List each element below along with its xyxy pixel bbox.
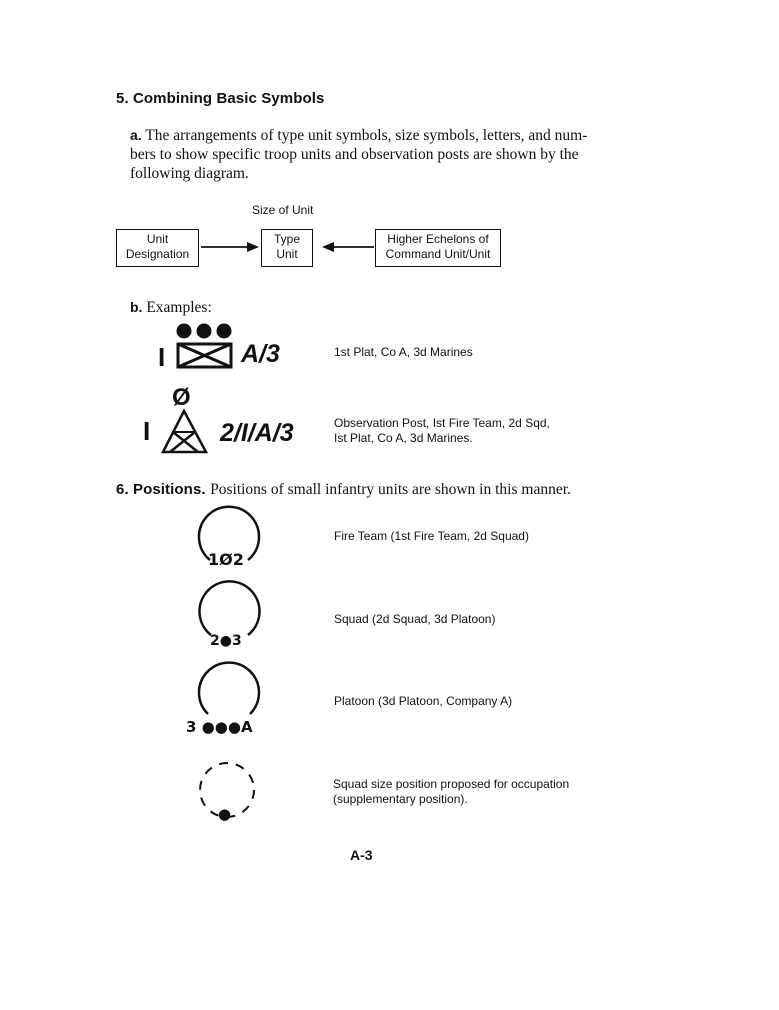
type-unit-line-2: Unit: [276, 247, 298, 261]
paragraph-a-line-3: following diagram.: [130, 165, 249, 182]
arrow-right-icon: [199, 240, 261, 254]
platoon-size: ●●●: [201, 718, 241, 736]
higher-echelons-box: [375, 229, 501, 267]
section-6-paragraph: [116, 480, 571, 499]
fire-team-size: Ø: [219, 550, 233, 569]
fire-team-right-label: 2: [232, 550, 244, 569]
size-of-unit-label: Size of Unit: [252, 203, 314, 217]
higher-echelons-line-2: Command Unit/Unit: [385, 247, 491, 261]
arrow-left-icon: [322, 240, 376, 254]
type-unit-box: [261, 229, 313, 267]
squad-position-label: [210, 633, 242, 649]
platoon-left-label: 3: [186, 718, 197, 736]
squad-right-label: 3: [231, 633, 242, 649]
infantry-platoon-symbol-icon: [175, 322, 235, 372]
platoon-position-icon: [198, 666, 262, 726]
paragraph-a-line-2: bers to show specific troop units and observation posts are shown by the: [130, 146, 579, 163]
unit-designation-line-1: Unit: [146, 232, 169, 246]
example-2-caption-line-1: Observation Post, Ist Fire Team, 2d Sqd,: [334, 416, 550, 430]
examples-heading: [130, 298, 212, 317]
proposed-squad-caption: [333, 777, 569, 807]
unit-designation-line-2: Designation: [125, 247, 190, 261]
squad-size: ●: [219, 633, 232, 649]
section-5-heading: 5. Combining Basic Symbols: [116, 90, 325, 107]
page-number: A-3: [350, 847, 373, 863]
example-2-caption: [334, 416, 550, 446]
paragraph-a-label: a.: [130, 127, 142, 143]
fire-team-left-label: 1: [208, 550, 220, 569]
proposed-squad-size: ●: [218, 805, 232, 823]
observation-post-symbol-icon: [160, 408, 212, 456]
example-1-echelon: A/3: [241, 340, 280, 368]
fire-team-caption: Fire Team (1st Fire Team, 2d Squad): [334, 529, 529, 543]
example-2-echelon: 2/I/A/3: [220, 419, 294, 447]
example-2-size: Ø: [172, 384, 191, 411]
squad-left-label: 2: [210, 633, 220, 649]
paragraph-a-line-1: The arrangements of type unit symbols, size symbols, letters, and num-: [145, 127, 588, 144]
example-2-caption-line-2: Ist Plat, Co A, 3d Marines.: [334, 431, 473, 445]
examples-label: b.: [130, 299, 143, 315]
example-2-designation: I: [143, 416, 151, 446]
example-1-caption: 1st Plat, Co A, 3d Marines: [334, 345, 473, 359]
platoon-caption: Platoon (3d Platoon, Company A): [334, 694, 513, 708]
unit-designation-box: [116, 229, 199, 267]
higher-echelons-line-1: Higher Echelons of: [387, 232, 489, 246]
section-6-text: Positions of small infantry units are shown in this manner.: [210, 481, 571, 498]
proposed-squad-caption-line-2: (supplementary position).: [333, 792, 468, 806]
fire-team-position-label: [208, 551, 244, 569]
type-unit-line-1: Type: [273, 232, 300, 246]
proposed-squad-caption-line-1: Squad size position proposed for occupation: [333, 777, 570, 791]
examples-title: Examples:: [146, 299, 212, 316]
paragraph-a: [130, 126, 587, 183]
example-1-designation: I: [158, 342, 166, 372]
section-6-heading: 6. Positions.: [116, 481, 206, 498]
platoon-right-label: A: [240, 718, 253, 736]
squad-caption: Squad (2d Squad, 3d Platoon): [334, 612, 496, 626]
platoon-position-label: [186, 719, 253, 736]
